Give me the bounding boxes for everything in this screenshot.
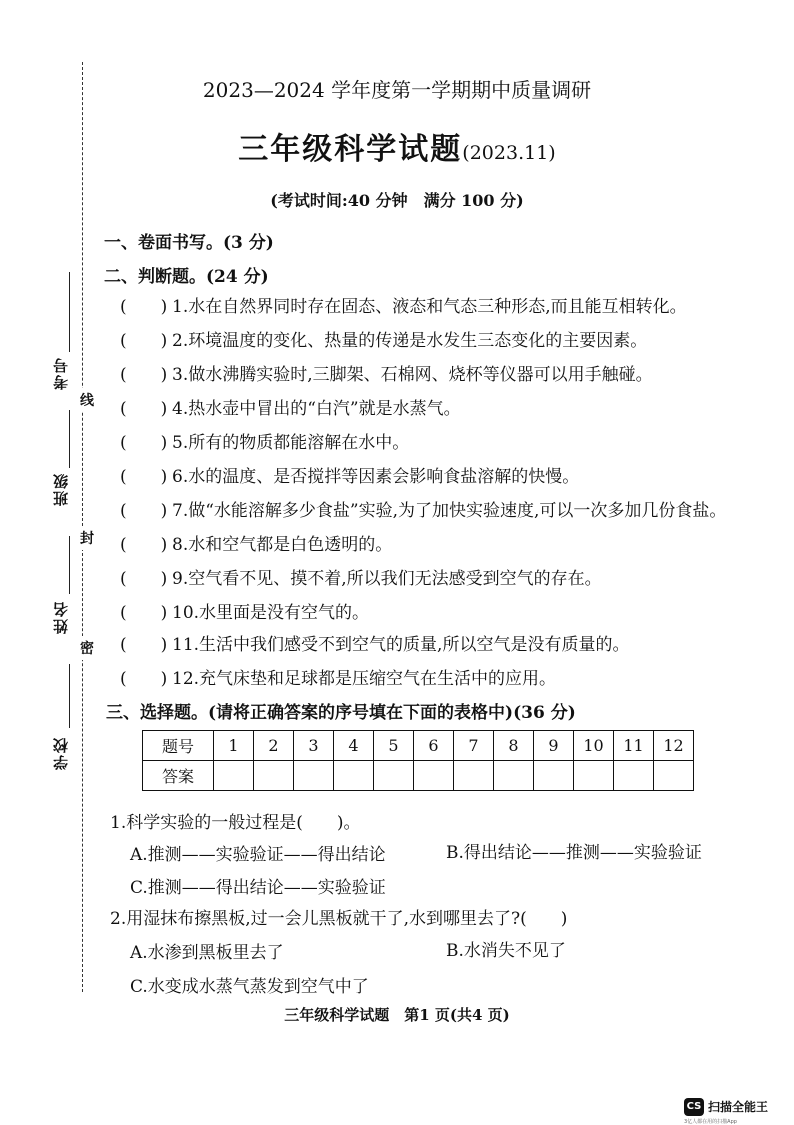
exam-date: (2023.11) <box>462 142 556 164</box>
answer-cell[interactable] <box>654 761 694 791</box>
answer-cell[interactable] <box>334 761 374 791</box>
class-fill-line <box>69 410 70 468</box>
answer-cell[interactable] <box>454 761 494 791</box>
judge-item-text: 4.热水壶中冒出的“白汽”就是水蒸气。 <box>172 399 461 419</box>
answer-paren[interactable]: ( ) <box>120 635 168 655</box>
table-row <box>143 761 694 791</box>
question-number-cell: 12 <box>654 731 694 761</box>
table-header-cell: 答案 <box>143 761 214 791</box>
section-1-title: 一、卷面书写。(3 分) <box>104 233 274 253</box>
answer-paren[interactable]: ( ) <box>120 297 168 317</box>
judge-item <box>120 530 392 555</box>
scanner-app-tagline: 3亿人都在用的扫描App <box>684 1119 737 1125</box>
choice-option-c[interactable]: C.水变成水蒸气蒸发到空气中了 <box>130 977 369 997</box>
judge-item-text: 9.空气看不见、摸不着,所以我们无法感受到空气的存在。 <box>172 569 602 589</box>
judge-item-text: 7.做“水能溶解多少食盐”实验,为了加快实验速度,可以一次多加几份食盐。 <box>172 501 727 521</box>
scanner-app-name: 扫描全能王 <box>708 1100 769 1114</box>
scanner-logo-icon: CS <box>684 1098 704 1116</box>
choice-option-c[interactable]: C.推测——得出结论——实验验证 <box>130 878 386 898</box>
answer-paren[interactable]: ( ) <box>120 569 168 589</box>
answer-paren[interactable]: ( ) <box>120 669 168 689</box>
class-label: 班级 <box>52 472 70 506</box>
question-number-cell: 5 <box>374 731 414 761</box>
seal-char-mi: 密 <box>80 636 94 660</box>
judge-item <box>120 564 602 589</box>
seal-char-xian: 线 <box>80 388 94 412</box>
answer-cell[interactable] <box>414 761 454 791</box>
answer-paren[interactable]: ( ) <box>120 535 168 555</box>
judge-item-text: 10.水里面是没有空气的。 <box>172 603 370 623</box>
table-row <box>143 731 694 761</box>
question-number-cell: 11 <box>614 731 654 761</box>
judge-item-text: 6.水的温度、是否搅拌等因素会影响食盐溶解的快慢。 <box>172 467 580 487</box>
question-number-cell: 3 <box>294 731 334 761</box>
exam-title: 2023—2024 学年度第一学期期中质量调研 <box>202 78 592 102</box>
judge-item-text: 3.做水沸腾实验时,三脚架、石棉网、烧杯等仪器可以用手触碰。 <box>172 365 653 385</box>
answer-cell[interactable] <box>574 761 614 791</box>
school-fill-line <box>69 664 70 728</box>
main-title-text: 三年级科学试题 <box>238 132 463 167</box>
answer-paren[interactable]: ( ) <box>120 467 168 487</box>
name-label: 姓名 <box>52 600 70 634</box>
choice-option-a[interactable]: A.水渗到黑板里去了 <box>130 943 284 963</box>
judge-item <box>120 598 369 623</box>
answer-paren[interactable]: ( ) <box>120 501 168 521</box>
judge-item <box>120 360 653 385</box>
seal-char-feng: 封 <box>80 526 94 550</box>
answer-cell[interactable] <box>214 761 254 791</box>
answer-cell[interactable] <box>254 761 294 791</box>
choice-option-a[interactable]: A.推测——实验验证——得出结论 <box>130 845 386 865</box>
main-title <box>0 124 794 168</box>
judge-item <box>120 496 726 521</box>
name-fill-line <box>69 536 70 594</box>
question-number-cell: 1 <box>214 731 254 761</box>
page-footer: 三年级科学试题 第1 页(共4 页) <box>284 1006 510 1024</box>
question-number-cell: 10 <box>574 731 614 761</box>
answer-paren[interactable]: ( ) <box>120 399 168 419</box>
question-number-cell: 2 <box>254 731 294 761</box>
answer-cell[interactable] <box>534 761 574 791</box>
choice-option-b[interactable]: B.得出结论——推测——实验验证 <box>446 843 702 863</box>
judge-item-text: 1.水在自然界同时存在固态、液态和气态三种形态,而且能互相转化。 <box>172 297 687 317</box>
judge-item <box>120 326 647 351</box>
question-number-cell: 7 <box>454 731 494 761</box>
section-3-title: 三、选择题。(请将正确答案的序号填在下面的表格中)(36 分) <box>106 703 576 723</box>
question-number-cell: 8 <box>494 731 534 761</box>
exam-no-fill-line <box>69 272 70 352</box>
question-number-cell: 6 <box>414 731 454 761</box>
exam-info: (考试时间:40 分钟 满分 100 分) <box>270 191 524 210</box>
answer-paren[interactable]: ( ) <box>120 365 168 385</box>
section-2-title: 二、判断题。(24 分) <box>104 267 269 287</box>
answer-cell[interactable] <box>614 761 654 791</box>
answer-cell[interactable] <box>374 761 414 791</box>
table-header-cell: 题号 <box>143 731 214 761</box>
judge-item <box>120 292 687 317</box>
answer-table <box>142 730 694 791</box>
judge-item <box>120 428 409 453</box>
judge-item-text: 11.生活中我们感受不到空气的质量,所以空气是没有质量的。 <box>172 635 630 655</box>
answer-cell[interactable] <box>294 761 334 791</box>
judge-item <box>120 664 556 689</box>
school-label: 学校 <box>52 736 70 770</box>
judge-item-text: 2.环境温度的变化、热量的传递是水发生三态变化的主要因素。 <box>172 331 648 351</box>
answer-paren[interactable]: ( ) <box>120 331 168 351</box>
question-number-cell: 4 <box>334 731 374 761</box>
choice-question-stem: 1.科学实验的一般过程是( )。 <box>110 813 361 833</box>
question-number-cell: 9 <box>534 731 574 761</box>
answer-paren[interactable]: ( ) <box>120 433 168 453</box>
judge-item-text: 8.水和空气都是白色透明的。 <box>172 535 393 555</box>
judge-item-text: 12.充气床垫和足球都是压缩空气在生活中的应用。 <box>172 669 557 689</box>
answer-paren[interactable]: ( ) <box>120 603 168 623</box>
choice-option-b[interactable]: B.水消失不见了 <box>446 941 566 961</box>
judge-item-text: 5.所有的物质都能溶解在水中。 <box>172 433 410 453</box>
exam-no-label: 考号 <box>52 356 70 390</box>
choice-question-stem: 2.用湿抹布擦黑板,过一会儿黑板就干了,水到哪里去了?( ) <box>110 909 568 929</box>
judge-item <box>120 630 629 655</box>
judge-item <box>120 394 461 419</box>
judge-item <box>120 462 579 487</box>
answer-cell[interactable] <box>494 761 534 791</box>
